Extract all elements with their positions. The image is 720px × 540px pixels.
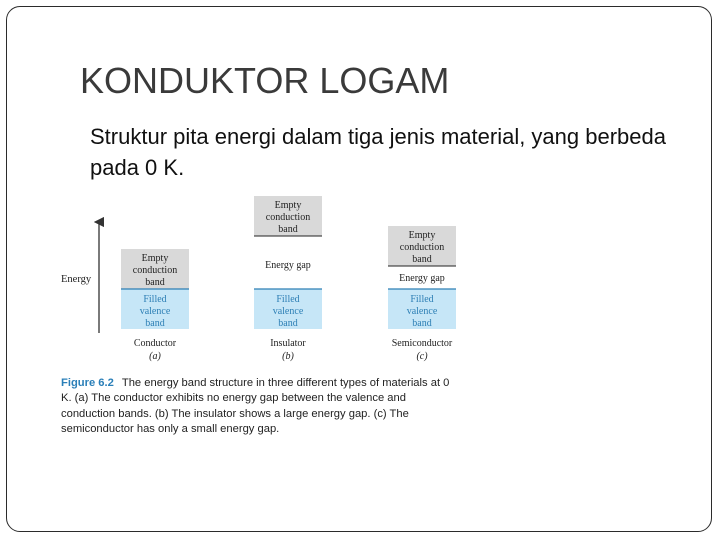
- semiconductor-valence-line-2: valence: [406, 306, 438, 317]
- conductor-valence-line-1: Filled: [143, 294, 167, 305]
- semiconductor-valence-line-3: band: [412, 318, 432, 329]
- conductor-name: Conductor: [133, 338, 177, 349]
- conductor-conduction-line-1: Empty: [141, 253, 169, 264]
- slide-title: KONDUKTOR LOGAM: [80, 60, 450, 101]
- conductor-conduction-line-3: band: [145, 277, 165, 288]
- conductor-conduction-line-2: conduction: [132, 265, 178, 276]
- figure-caption: [61, 376, 451, 437]
- insulator-valence-line-3: band: [278, 318, 298, 329]
- insulator-name: Insulator: [270, 338, 306, 349]
- insulator-valence-line-1: Filled: [276, 294, 300, 305]
- insulator-valence-line-2: valence: [272, 306, 304, 317]
- semiconductor-conduction-line-2: conduction: [399, 242, 445, 253]
- conductor-letter: (a): [149, 351, 161, 362]
- semiconductor-name: Semiconductor: [391, 338, 453, 349]
- semiconductor-letter: (c): [416, 351, 428, 362]
- conductor-valence-line-2: valence: [139, 306, 171, 317]
- conductor-valence-line-3: band: [145, 318, 165, 329]
- semiconductor-valence-line-1: Filled: [410, 294, 434, 305]
- insulator-conduction-line-2: conduction: [265, 212, 311, 223]
- panel-conductor: [121, 249, 189, 362]
- figure-caption-text: The energy band structure in three different types of materials at 0 K. (a) The conductor exhibits no energy gap between the valence and conduction bands. (b) The insulator shows a large energy gap. (c) The semiconductor has only a small energy gap.: [61, 377, 450, 435]
- insulator-conduction-line-1: Empty: [274, 200, 302, 211]
- figure-caption-label: Figure 6.2: [61, 377, 114, 389]
- semiconductor-conduction-line-3: band: [412, 254, 432, 265]
- panel-insulator: [254, 196, 322, 362]
- insulator-letter: (b): [282, 351, 294, 362]
- slide-body-text: Struktur pita energi dalam tiga jenis material, yang berbeda pada 0 K.: [90, 124, 666, 180]
- panel-semiconductor: [388, 226, 456, 362]
- insulator-gap-label: Energy gap: [265, 260, 311, 271]
- insulator-conduction-line-3: band: [278, 224, 298, 235]
- semiconductor-conduction-line-1: Empty: [408, 230, 436, 241]
- energy-axis-label: Energy: [61, 274, 92, 285]
- semiconductor-gap-label: Energy gap: [399, 273, 445, 284]
